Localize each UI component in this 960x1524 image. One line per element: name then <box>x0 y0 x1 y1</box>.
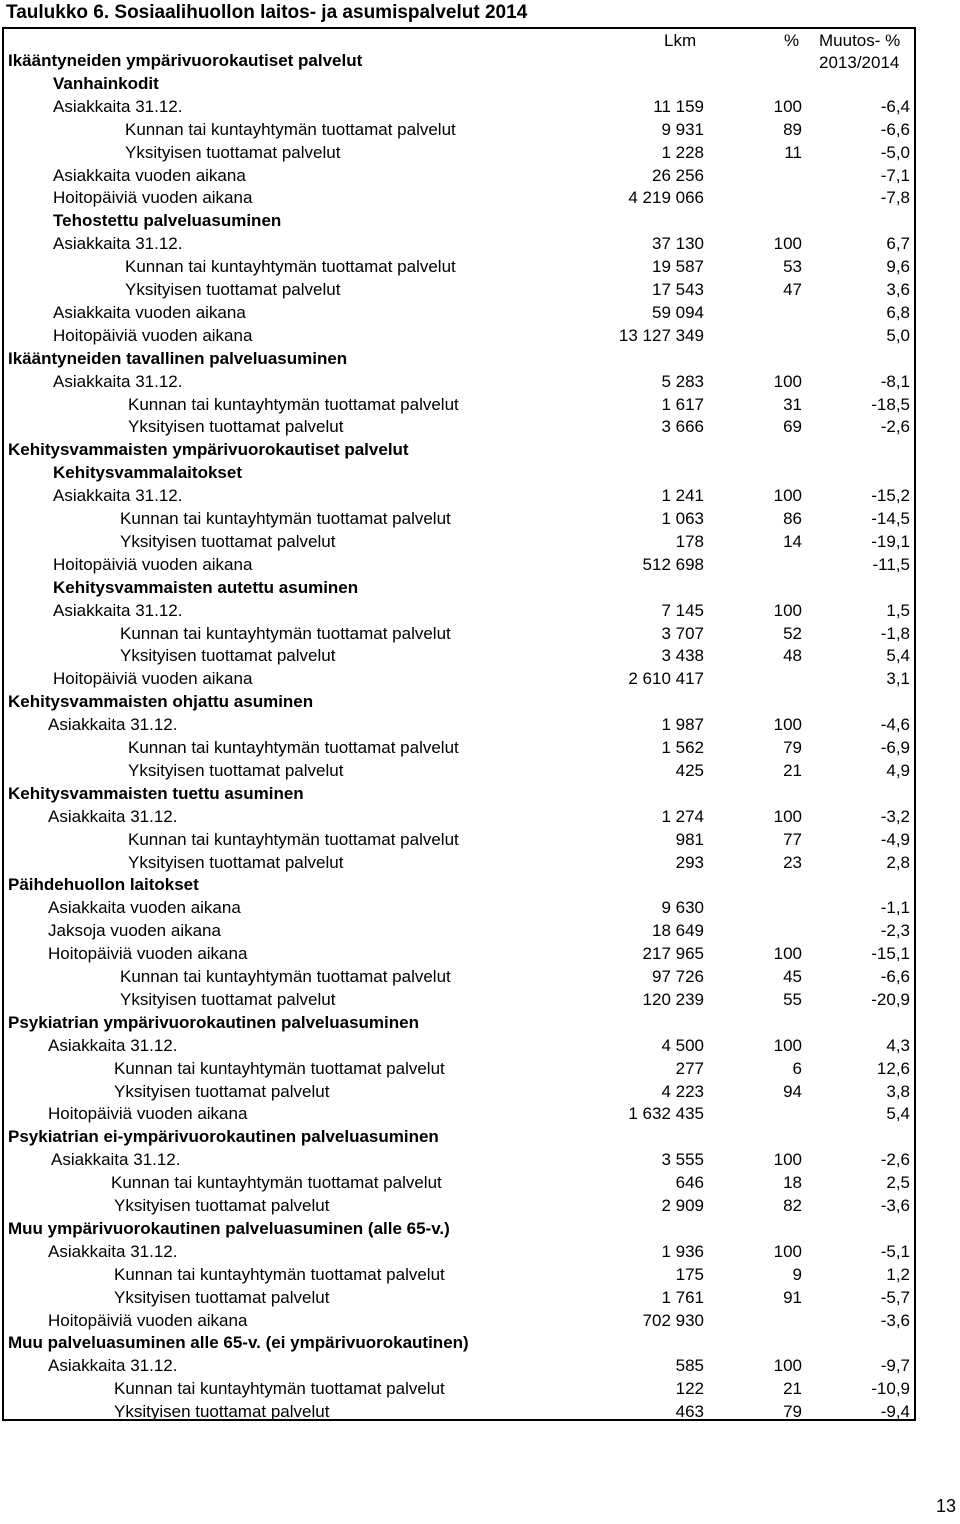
count-cell: 97 726 <box>652 967 704 986</box>
row-label: Yksityisen tuottamat palvelut <box>125 280 341 299</box>
change-cell: 4,3 <box>886 1035 910 1055</box>
count-cell: 1 562 <box>661 738 704 757</box>
row-label: Asiakkaita 31.12. <box>53 371 183 391</box>
count-cell: 17 543 <box>652 280 704 299</box>
percent-cell: 23 <box>783 852 802 872</box>
percent-cell: 55 <box>783 989 802 1009</box>
count-cell: 702 930 <box>642 1310 704 1330</box>
change-cell: 1,2 <box>886 1264 910 1284</box>
row-label: Asiakkaita vuoden aikana <box>53 302 246 322</box>
statistics-table <box>2 27 916 1421</box>
row-label: Kunnan tai kuntayhtymän tuottamat palvelut <box>125 257 456 277</box>
section-heading: Vanhainkodit <box>53 73 159 93</box>
row-label: Asiakkaita 31.12. <box>53 486 183 506</box>
count-cell: 646 <box>675 1173 704 1193</box>
table-row <box>4 690 914 713</box>
table-row <box>4 851 914 874</box>
percent-cell: 21 <box>783 1379 802 1399</box>
row-label: Kunnan tai kuntayhtymän tuottamat palvelut <box>111 1173 442 1193</box>
row-label: Hoitopäiviä vuoden aikana <box>53 669 253 689</box>
percent-cell: 100 <box>773 600 802 620</box>
table-row <box>4 1286 914 1309</box>
count-cell: 13 127 349 <box>618 325 704 345</box>
percent-cell: 48 <box>783 646 802 666</box>
section-heading: Ikääntyneiden tavallinen palveluasuminen <box>8 348 348 368</box>
table-row <box>4 576 914 599</box>
count-cell: 11 159 <box>653 96 704 116</box>
count-cell: 4 219 066 <box>628 188 704 208</box>
change-cell: -9,4 <box>880 1402 910 1422</box>
table-row <box>4 1377 914 1400</box>
change-cell: -6,4 <box>880 96 910 116</box>
change-cell: 5,4 <box>886 646 910 666</box>
section-heading: Psykiatrian ei-ympärivuorokautinen palveluasuminen <box>8 1127 439 1147</box>
table-row <box>4 919 914 942</box>
change-cell: -5,0 <box>880 142 910 162</box>
percent-cell: 100 <box>773 1150 802 1170</box>
change-cell: -19,1 <box>871 531 910 551</box>
change-cell: 3,1 <box>886 669 910 689</box>
table-row <box>4 461 914 484</box>
count-cell: 3 555 <box>661 1150 704 1170</box>
row-label: Yksityisen tuottamat palvelut <box>114 1081 330 1101</box>
row-label: Kunnan tai kuntayhtymän tuottamat palvelut <box>114 1379 445 1399</box>
table-row <box>4 1331 914 1354</box>
change-cell: -6,6 <box>880 967 910 986</box>
row-label: Yksityisen tuottamat palvelut <box>120 989 336 1009</box>
percent-cell: 47 <box>783 280 802 299</box>
section-heading: Kehitysvammaisten ohjattu asuminen <box>8 692 314 712</box>
row-label: Yksityisen tuottamat palvelut <box>128 417 344 437</box>
percent-cell: 11 <box>784 142 802 162</box>
count-cell: 2 610 417 <box>628 669 704 689</box>
table-row <box>4 1194 914 1217</box>
table-row <box>4 873 914 896</box>
change-cell: 4,9 <box>886 760 910 780</box>
count-cell: 3 666 <box>661 417 704 437</box>
change-cell: -4,6 <box>880 715 910 735</box>
percent-cell: 91 <box>783 1287 802 1307</box>
change-cell: -2,6 <box>880 1150 910 1170</box>
change-cell: -10,9 <box>871 1379 910 1399</box>
change-cell: -5,7 <box>880 1287 910 1307</box>
table-row <box>4 49 914 72</box>
count-cell: 7 145 <box>661 600 704 620</box>
row-label: Asiakkaita vuoden aikana <box>53 165 246 185</box>
row-label: Hoitopäiviä vuoden aikana <box>48 1310 248 1330</box>
change-cell: -2,3 <box>880 921 910 941</box>
table-row <box>4 530 914 553</box>
percent-cell: 86 <box>783 509 802 528</box>
table-row <box>4 896 914 919</box>
change-cell: 12,6 <box>876 1058 910 1078</box>
percent-cell: 18 <box>783 1173 802 1193</box>
table-row <box>4 1011 914 1034</box>
table-row <box>4 759 914 782</box>
change-cell: -18,5 <box>871 394 910 414</box>
change-cell: -1,8 <box>880 623 910 643</box>
change-cell: -4,9 <box>880 829 910 849</box>
table-row <box>4 393 914 416</box>
table-row <box>4 438 914 461</box>
change-cell: 6,8 <box>886 302 910 322</box>
header-lkm: Lkm <box>664 31 697 50</box>
table-row <box>4 965 914 988</box>
change-cell: 1,5 <box>886 600 910 620</box>
section-heading: Kehitysvammaisten autettu asuminen <box>53 577 359 597</box>
row-label: Kunnan tai kuntayhtymän tuottamat palvelut <box>114 1058 445 1078</box>
change-cell: -2,6 <box>880 417 910 437</box>
percent-cell: 69 <box>783 417 802 437</box>
table-row <box>4 186 914 209</box>
percent-cell: 100 <box>773 715 802 735</box>
page-number: 13 <box>935 1496 956 1516</box>
row-label: Kunnan tai kuntayhtymän tuottamat palvelut <box>114 1264 445 1284</box>
table-row <box>4 736 914 759</box>
count-cell: 4 223 <box>661 1081 704 1101</box>
percent-cell: 52 <box>783 623 802 643</box>
table-row <box>4 301 914 324</box>
count-cell: 19 587 <box>652 257 704 277</box>
table-row <box>4 278 914 301</box>
percent-cell: 9 <box>792 1264 802 1284</box>
count-cell: 2 909 <box>661 1196 704 1215</box>
count-cell: 9 931 <box>661 119 704 139</box>
row-label: Kunnan tai kuntayhtymän tuottamat palvelut <box>120 623 451 643</box>
count-cell: 1 063 <box>661 509 704 528</box>
count-cell: 120 239 <box>642 989 704 1009</box>
section-heading: Psykiatrian ympärivuorokautinen palveluasuminen <box>8 1012 419 1032</box>
change-cell: -11,5 <box>872 554 910 574</box>
table-row <box>4 1034 914 1057</box>
row-label: Asiakkaita 31.12. <box>53 96 183 116</box>
header-change: Muutos- % <box>819 31 901 50</box>
row-label: Asiakkaita 31.12. <box>48 1241 178 1261</box>
percent-cell: 100 <box>773 1241 802 1261</box>
percent-cell: 100 <box>773 371 802 391</box>
change-cell: 3,8 <box>886 1081 910 1101</box>
row-label: Yksityisen tuottamat palvelut <box>114 1287 330 1307</box>
row-label: Asiakkaita 31.12. <box>48 1356 178 1376</box>
row-label: Yksityisen tuottamat palvelut <box>120 531 336 551</box>
change-cell: -5,1 <box>880 1241 910 1261</box>
row-label: Kunnan tai kuntayhtymän tuottamat palvelut <box>120 509 451 528</box>
row-label: Yksityisen tuottamat palvelut <box>114 1196 330 1215</box>
change-cell: 2,5 <box>886 1173 910 1193</box>
change-cell: -7,8 <box>880 188 910 208</box>
change-cell: 3,6 <box>886 280 910 299</box>
change-cell: -15,1 <box>871 944 910 964</box>
section-heading: Kehitysvammaisten ympärivuorokautiset palvelut <box>8 440 409 460</box>
row-label: Kunnan tai kuntayhtymän tuottamat palvelut <box>125 119 456 139</box>
table-row <box>4 370 914 393</box>
count-cell: 178 <box>675 531 704 551</box>
percent-cell: 94 <box>783 1081 802 1101</box>
row-label: Yksityisen tuottamat palvelut <box>125 142 341 162</box>
count-cell: 425 <box>675 760 704 780</box>
table-row <box>4 828 914 851</box>
row-label: Hoitopäiviä vuoden aikana <box>53 188 253 208</box>
row-label: Asiakkaita 31.12. <box>53 234 183 254</box>
section-heading: Muu palveluasuminen alle 65-v. (ei ympärivuorokautinen) <box>8 1333 469 1353</box>
section-heading: Kehitysvammalaitokset <box>53 463 242 483</box>
row-label: Kunnan tai kuntayhtymän tuottamat palvelut <box>128 738 459 757</box>
count-cell: 293 <box>675 852 704 872</box>
percent-cell: 31 <box>783 394 802 414</box>
row-label: Kunnan tai kuntayhtymän tuottamat palvelut <box>120 967 451 986</box>
table-row <box>4 141 914 164</box>
change-cell: -15,2 <box>871 486 910 506</box>
count-cell: 277 <box>675 1058 704 1078</box>
table-row <box>4 1400 914 1423</box>
count-cell: 1 987 <box>661 715 704 735</box>
row-label: Yksityisen tuottamat palvelut <box>120 646 336 666</box>
table-row <box>4 118 914 141</box>
percent-cell: 21 <box>783 760 802 780</box>
count-cell: 1 761 <box>661 1287 704 1307</box>
table-row <box>4 1148 914 1171</box>
table-row <box>4 232 914 255</box>
change-cell: -7,1 <box>880 165 910 185</box>
change-cell: -20,9 <box>871 989 910 1009</box>
table-row <box>4 1171 914 1194</box>
table-row <box>4 1263 914 1286</box>
table-row <box>4 1102 914 1125</box>
percent-cell: 100 <box>773 234 802 254</box>
percent-cell: 82 <box>783 1196 802 1215</box>
count-cell: 585 <box>675 1356 704 1376</box>
count-cell: 1 632 435 <box>628 1104 704 1124</box>
row-label: Yksityisen tuottamat palvelut <box>128 760 344 780</box>
count-cell: 5 283 <box>661 371 704 391</box>
row-label: Asiakkaita 31.12. <box>48 1035 178 1055</box>
section-heading: Kehitysvammaisten tuettu asuminen <box>8 783 304 803</box>
count-cell: 122 <box>675 1379 704 1399</box>
count-cell: 1 241 <box>661 486 704 506</box>
change-cell: -3,2 <box>880 806 910 826</box>
change-cell: -3,6 <box>880 1196 910 1215</box>
percent-cell: 53 <box>783 257 802 277</box>
percent-cell: 100 <box>773 944 802 964</box>
row-label: Asiakkaita 31.12. <box>53 600 183 620</box>
count-cell: 1 936 <box>661 1241 704 1261</box>
row-label: Asiakkaita 31.12. <box>48 715 178 735</box>
table-row <box>4 782 914 805</box>
table-row <box>4 507 914 530</box>
percent-cell: 14 <box>783 531 802 551</box>
header-change-years: 2013/2014 <box>819 53 900 72</box>
row-label: Kunnan tai kuntayhtymän tuottamat palvelut <box>128 394 459 414</box>
row-label: Hoitopäiviä vuoden aikana <box>53 325 253 345</box>
table-row <box>4 1309 914 1332</box>
row-label: Hoitopäiviä vuoden aikana <box>53 554 253 574</box>
change-cell: 5,0 <box>886 325 910 345</box>
table-row <box>4 1240 914 1263</box>
table-row <box>4 415 914 438</box>
table-row <box>4 72 914 95</box>
count-cell: 512 698 <box>642 554 704 574</box>
count-cell: 217 965 <box>642 944 704 964</box>
table-row <box>4 1080 914 1103</box>
change-cell: -1,1 <box>880 898 910 918</box>
table-row <box>4 713 914 736</box>
count-cell: 1 617 <box>661 394 704 414</box>
percent-cell: 6 <box>792 1058 802 1078</box>
row-label: Asiakkaita 31.12. <box>51 1150 181 1170</box>
percent-cell: 100 <box>773 1356 802 1376</box>
table-row <box>4 1354 914 1377</box>
table-row <box>4 164 914 187</box>
count-cell: 981 <box>675 829 704 849</box>
percent-cell: 100 <box>773 486 802 506</box>
count-cell: 59 094 <box>652 302 704 322</box>
section-heading: Ikääntyneiden ympärivuorokautiset palvelut <box>8 51 363 70</box>
change-cell: -6,6 <box>880 119 910 139</box>
row-label: Hoitopäiviä vuoden aikana <box>48 944 248 964</box>
row-label: Yksityisen tuottamat palvelut <box>128 852 344 872</box>
count-cell: 1 274 <box>661 806 704 826</box>
section-heading: Muu ympärivuorokautinen palveluasuminen (alle 65-v.) <box>8 1218 450 1238</box>
change-cell: 5,4 <box>886 1104 910 1124</box>
change-cell: -9,7 <box>880 1356 910 1376</box>
table-row <box>4 484 914 507</box>
change-cell: 2,8 <box>886 852 910 872</box>
table-row <box>4 347 914 370</box>
table-row <box>4 667 914 690</box>
change-cell: 6,7 <box>886 234 910 254</box>
table-row <box>4 209 914 232</box>
row-label: Hoitopäiviä vuoden aikana <box>48 1104 248 1124</box>
page-title: Taulukko 6. Sosiaalihuollon laitos- ja asumispalvelut 2014 <box>6 2 528 23</box>
table-row <box>4 622 914 645</box>
percent-cell: 100 <box>773 96 802 116</box>
table-row <box>4 553 914 576</box>
change-cell: 9,6 <box>886 257 910 277</box>
row-label: Asiakkaita vuoden aikana <box>48 898 241 918</box>
section-heading: Päihdehuollon laitokset <box>8 875 199 895</box>
count-cell: 18 649 <box>652 921 704 941</box>
table-row <box>4 1125 914 1148</box>
table-row <box>4 599 914 622</box>
row-label: Yksityisen tuottamat palvelut <box>114 1402 330 1422</box>
table-row <box>4 324 914 347</box>
change-cell: -6,9 <box>880 738 910 757</box>
count-cell: 175 <box>675 1264 704 1284</box>
percent-cell: 79 <box>783 1402 802 1422</box>
percent-cell: 100 <box>773 806 802 826</box>
count-cell: 3 438 <box>661 646 704 666</box>
percent-cell: 100 <box>773 1035 802 1055</box>
table-row <box>4 95 914 118</box>
table-row <box>4 1217 914 1240</box>
table-row <box>4 805 914 828</box>
change-cell: -8,1 <box>880 371 910 391</box>
row-label: Jaksoja vuoden aikana <box>48 921 221 941</box>
count-cell: 3 707 <box>661 623 704 643</box>
row-label: Kunnan tai kuntayhtymän tuottamat palvelut <box>128 829 459 849</box>
percent-cell: 79 <box>783 738 802 757</box>
count-cell: 1 228 <box>661 142 704 162</box>
change-cell: -3,6 <box>880 1310 910 1330</box>
count-cell: 26 256 <box>652 165 704 185</box>
count-cell: 37 130 <box>652 234 704 254</box>
count-cell: 4 500 <box>661 1035 704 1055</box>
section-heading: Tehostettu palveluasuminen <box>53 211 282 231</box>
table-row <box>4 1057 914 1080</box>
row-label: Asiakkaita 31.12. <box>48 806 178 826</box>
table-row <box>4 255 914 278</box>
percent-cell: 89 <box>783 119 802 139</box>
table-row <box>4 942 914 965</box>
count-cell: 9 630 <box>661 898 704 918</box>
table-row <box>4 644 914 667</box>
count-cell: 463 <box>675 1402 704 1422</box>
table-row <box>4 988 914 1011</box>
change-cell: -14,5 <box>871 509 910 528</box>
percent-cell: 45 <box>783 967 802 986</box>
header-percent: % <box>784 31 800 50</box>
percent-cell: 77 <box>783 829 802 849</box>
